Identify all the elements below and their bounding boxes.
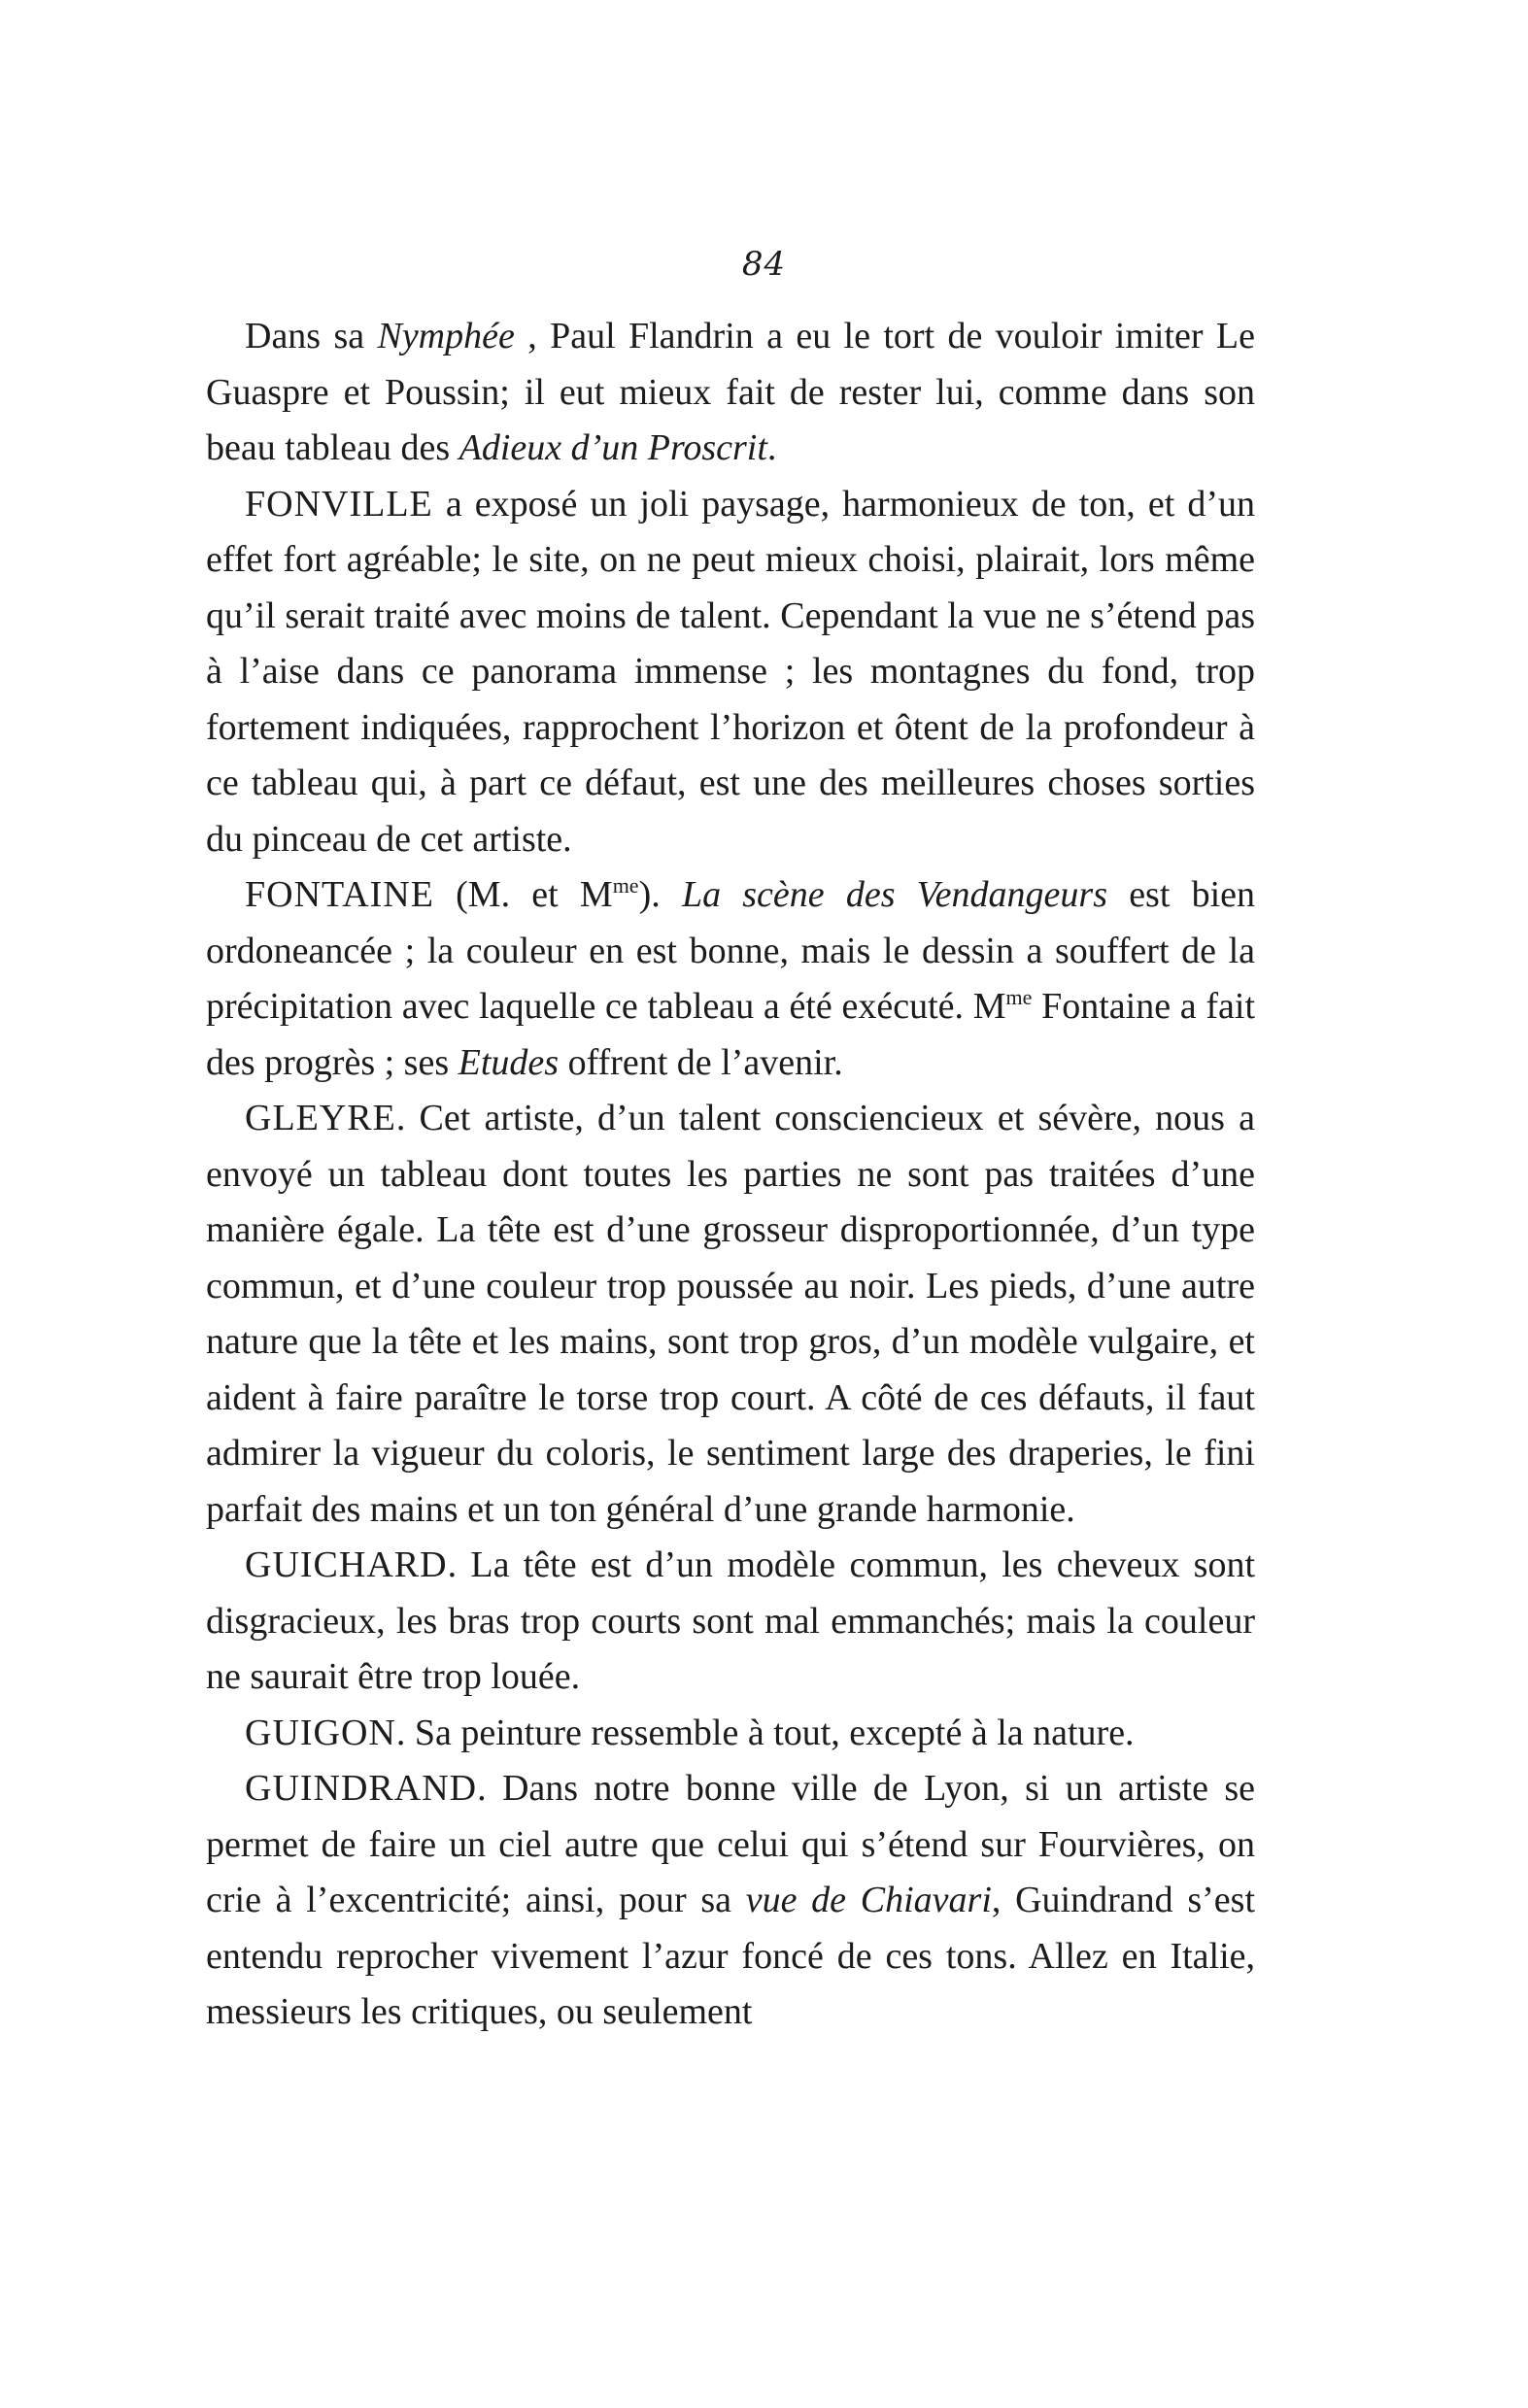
text-run: , Guindrand s’est entendu reprocher vivement l’azur foncé de ces tons. Allez en Italie, messieurs les critiques, ou seulement <box>206 1880 1256 2032</box>
paragraph-flandrin <box>206 309 1255 477</box>
artist-name: GLEYRE <box>245 1098 396 1138</box>
artist-name: FONTAINE <box>245 874 434 915</box>
paragraph-guigon <box>206 1706 1255 1762</box>
text-run: . <box>766 427 777 468</box>
text-run: , Paul Flandrin a eu le tort de vouloir imiter Le Guaspre et Poussin; il eut mieux fait de rester lui, comme dans son beau tableau des <box>206 316 1255 468</box>
artist-name: GUIGON <box>245 1712 396 1753</box>
text-run: Fontaine a fait des progrès ; ses <box>206 986 1256 1083</box>
text-run: offrent de l’avenir. <box>559 1041 843 1083</box>
superscript: me <box>612 873 639 898</box>
paragraph-guichard <box>206 1538 1255 1706</box>
italic-title-adieux: Adieux d’un Proscrit <box>458 427 767 468</box>
italic-title-nymphee: Nymphée <box>377 316 515 356</box>
superscript: me <box>1005 985 1033 1009</box>
text-run: . Dans notre bonne ville de Lyon, si un artiste se permet de faire un ciel autre que celui qui s’étend sur Fourvières, on crie à l’excentricité; ainsi, pour sa <box>206 1768 1255 1920</box>
italic-title-chiavari: vue de Chiavari <box>745 1880 992 1920</box>
italic-title-etudes: Etudes <box>458 1041 560 1083</box>
italic-title-vendangeurs: La scène des Vendangeurs <box>681 874 1107 915</box>
artist-name: GUINDRAND <box>245 1768 478 1809</box>
paragraph-fonville <box>206 477 1255 868</box>
text-run: Dans sa <box>245 316 378 356</box>
text-run: . La tête est d’un modèle commun, les cheveux sont disgracieux, les bras trop courts sont mal emmanchés; mais la couleur ne saurait être trop louée. <box>206 1544 1255 1697</box>
paragraph-fontaine <box>206 867 1255 1091</box>
body-text <box>206 309 1255 2041</box>
paragraph-guindrand <box>206 1761 1255 2041</box>
artist-name: FONVILLE <box>245 483 433 525</box>
page-number: 84 <box>741 245 787 284</box>
text-run: . Sa peinture ressemble à tout, excepté à la nature. <box>395 1712 1135 1753</box>
paragraph-gleyre <box>206 1091 1255 1538</box>
artist-name: GUICHARD <box>245 1544 448 1585</box>
text-run: . Cet artiste, d’un talent consciencieux et sévère, nous a envoyé un tableau dont toutes les parties ne sont pas traitées d’une manière égale. La tête est d’une grosseur disproportionnée, d’un type commun, et d’une couleur trop poussée au noir. Les pieds, d’une autre nature que la tête et les mains, sont trop gros, d’un modèle vulgaire, et aident à faire paraître le torse trop court. A côté de ces défauts, il faut admirer la vigueur du coloris, le sentiment large des draperies, le fini parfait des mains et un ton général d’une grande harmonie. <box>206 1098 1255 1530</box>
text-run: est bien ordoneancée ; la couleur en est bonne, mais le dessin a souffert de la précipitation avec laquelle ce tableau a été exécuté. M <box>206 874 1256 1027</box>
text-run: ). <box>638 874 682 915</box>
text-run: a exposé un joli paysage, harmonieux de ton, et d’un effet fort agréable; le site, on ne peut mieux choisi, plairait, lors même qu’il serait traité avec moins de talent. Cependant la vue ne s’étend pas à l’aise dans ce panorama immense ; les montagnes du fond, trop fortement indiquées, rapprochent l’horizon et ôtent de la profondeur à ce tableau qui, à part ce défaut, est une des meilleures choses sorties du pinceau de cet artiste. <box>206 483 1255 860</box>
text-run: (M. et M <box>433 874 613 915</box>
